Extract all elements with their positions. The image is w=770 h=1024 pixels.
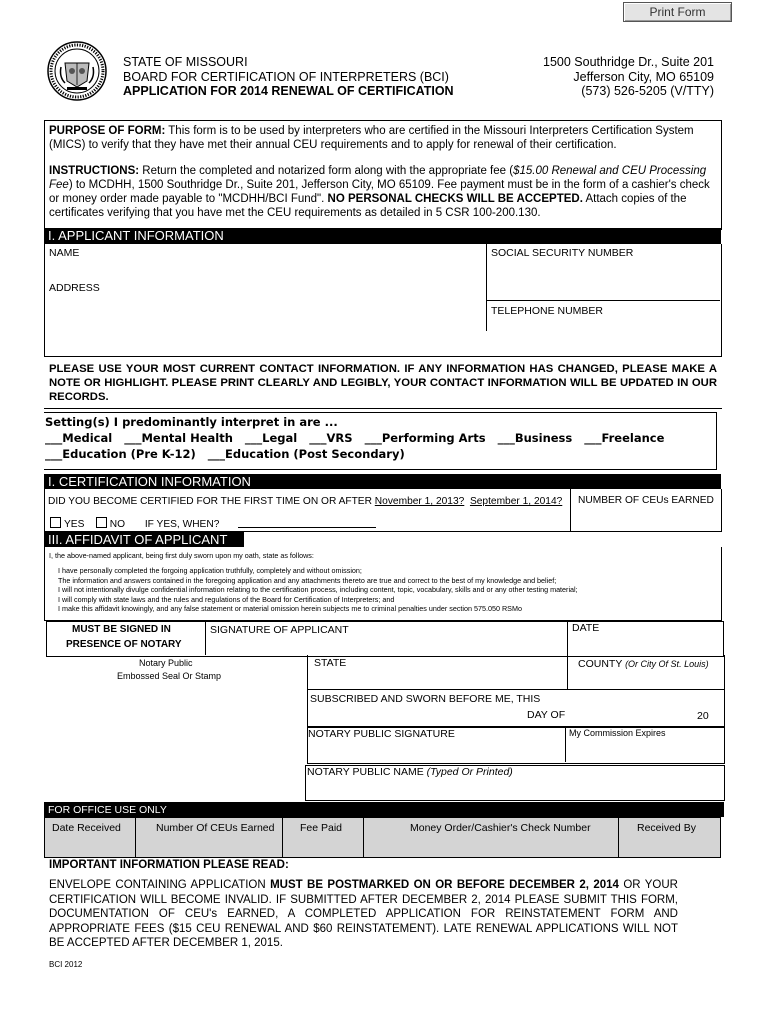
notary-signature-label: NOTARY PUBLIC SIGNATURE xyxy=(308,728,455,740)
date-option-2[interactable]: September 1, 2014? xyxy=(469,496,563,507)
office-col-fee: Fee Paid xyxy=(300,822,343,834)
office-col-divider xyxy=(282,817,283,857)
print-form-button[interactable]: Print Form xyxy=(623,2,732,22)
signature-field[interactable] xyxy=(210,637,565,653)
when-field[interactable] xyxy=(238,527,376,528)
yes-label: YES xyxy=(64,519,85,530)
date-field[interactable] xyxy=(572,636,720,653)
header-right xyxy=(543,55,714,99)
header-state: STATE OF MISSOURI xyxy=(123,55,248,69)
section-certification-header xyxy=(44,474,721,489)
setting-performing-arts[interactable]: Performing Arts xyxy=(381,431,486,445)
affidavit-line: I will not intentionally divulge confidential information relating to the certification process, including content, topic, vocabulary, skills and or any other testing material; xyxy=(58,585,578,594)
office-col-divider xyxy=(618,817,619,857)
office-use-header xyxy=(44,802,724,817)
commission-label: My Commission Expires xyxy=(569,728,666,738)
notary-name-text: NOTARY PUBLIC NAME xyxy=(307,766,427,778)
county-label xyxy=(578,658,709,670)
affidavit-line: I will comply with state laws and the rules and regulations of the Board for Certification of Interpreters; and xyxy=(58,594,395,604)
notary-public-label: Notary Public xyxy=(139,658,193,668)
office-use-title: FOR OFFICE USE ONLY xyxy=(48,804,167,816)
affidavit-statements xyxy=(58,566,718,614)
form-title: APPLICATION FOR 2014 RENEWAL OF CERTIFICATION xyxy=(123,84,454,98)
setting-vrs[interactable]: VRS xyxy=(326,431,353,445)
address-line-1: 1500 Southridge Dr., Suite 201 xyxy=(543,55,714,69)
instructions-part-2: ) to MCDHH, 1500 Southridge Dr., Suite 201, Jefferson City, MO 65109. Fee payment must be in the form of a cashier's check or money order made payable to "MCDHH/BCI Fund". xyxy=(49,179,710,205)
office-col-divider xyxy=(363,817,364,857)
settings-row-2: ___Education (Pre K-12) ___Education (Post Secondary) xyxy=(45,447,405,461)
date-option-1[interactable]: November 1, 2013? xyxy=(374,496,465,507)
day-of-label: DAY OF xyxy=(527,709,566,721)
affidavit-line: I make this affidavit knowingly, and any false statement or material omission herein subjects me to criminal penalties under section 575.050 RSMo xyxy=(58,604,522,613)
applicant-bottom-rule xyxy=(44,356,722,357)
important-heading: IMPORTANT INFORMATION PLEASE READ: xyxy=(49,859,289,871)
instructions-part-1: Return the completed and notarized form along with the appropriate fee ( xyxy=(139,165,514,177)
contact-notice: PLEASE USE YOUR MOST CURRENT CONTACT INFORMATION. IF ANY INFORMATION HAS CHANGED, PLEASE MAKE A NOTE OR HIGHLIGHT. PLEASE PRINT CLEARLY AND LEGIBLY, YOUR CONTACT INFORMATION WILL BE UPDATED IN OUR RECORDS. xyxy=(49,363,717,403)
state-county-divider xyxy=(567,655,568,689)
yes-no-row xyxy=(50,517,219,530)
settings-heading: Setting(s) I predominantly interpret in are ... xyxy=(45,415,338,429)
office-col-divider xyxy=(135,817,136,857)
certified-question xyxy=(48,496,562,507)
address-line-2: Jefferson City, MO 65109 xyxy=(573,69,714,84)
settings-row-1: ___Medical ___Mental Health ___Legal ___VRS ___Performing Arts ___Business ___Freelance xyxy=(45,431,665,445)
section-affidavit-title: III. AFFIDAVIT OF APPLICANT xyxy=(48,532,228,547)
notary-name-note: (Typed Or Printed) xyxy=(426,766,513,778)
purpose-body: This form is to be used by interpreters who are certified in the Missouri Interpreters Certification System (MICS) to verify that they have met their annual CEU requirements and to apply for renewal of their certification. xyxy=(49,125,694,151)
setting-mental-health[interactable]: Mental Health xyxy=(141,431,233,445)
instructions-label: INSTRUCTIONS: xyxy=(49,165,140,177)
important-part-2: OR YOUR CERTIFICATION WILL BECOME INVALID. IF SUBMITTED AFTER DECEMBER 2, 2014 PLEASE SUBMIT THIS FORM, DOCUMENTATION OF CEU's EARNED, A COMPLETED APPLICATION FOR REINSTATEMENT FORM AND APPROPRIATE FEES ($15 CEU RENEWAL AND $60 REINSTATEMENT). LATE RENEWAL APPLICATIONS WILL NOT BE ACCEPTED AFTER DECEMBER 1, 2015. xyxy=(49,879,678,949)
phone-label: TELEPHONE NUMBER xyxy=(491,305,604,317)
setting-legal[interactable]: Legal xyxy=(262,431,298,445)
yes-checkbox[interactable] xyxy=(50,517,61,528)
header-left xyxy=(123,55,454,99)
office-col-money-order: Money Order/Cashier's Check Number xyxy=(410,822,591,834)
setting-business[interactable]: Business xyxy=(514,431,573,445)
affidavit-line: I have personally completed the forgoing application truthfully, completely and without omission; xyxy=(58,566,362,575)
name-label: NAME xyxy=(49,247,80,259)
missouri-seal-icon xyxy=(47,41,107,101)
setting-education-post[interactable]: Education (Post Secondary) xyxy=(225,447,405,461)
header-board: BOARD FOR CERTIFICATION OF INTERPRETERS (BCI) xyxy=(123,69,449,84)
office-col-date-received: Date Received xyxy=(52,822,121,834)
year-label: 20 xyxy=(697,710,709,722)
setting-medical[interactable]: Medical xyxy=(62,431,113,445)
affidavit-line: The information and answers contained in the foregoing application and any attachments thereto are true and correct to the best of my knowledge and belief; xyxy=(58,575,557,585)
instructions-fee: $15.00 Renewal and CEU Processing Fee xyxy=(49,165,707,191)
sig-divider-1 xyxy=(205,621,206,655)
important-part-1: ENVELOPE CONTAINING APPLICATION xyxy=(49,879,271,891)
county-note: (Or City Of St. Louis) xyxy=(625,659,709,669)
notary-name-label xyxy=(307,766,513,778)
ssn-divider xyxy=(486,300,720,301)
no-checkbox[interactable] xyxy=(96,517,107,528)
office-col-ceus: Number Of CEUs Earned xyxy=(156,822,275,834)
purpose-text xyxy=(49,124,717,152)
section-certification-title: I. CERTIFICATION INFORMATION xyxy=(48,474,251,489)
office-use-table xyxy=(44,817,721,858)
office-col-received-by: Received By xyxy=(637,822,696,834)
section-applicant-header xyxy=(44,228,721,244)
instructions-no-checks: NO PERSONAL CHECKS WILL BE ACCEPTED. xyxy=(327,193,583,205)
ceus-divider xyxy=(570,489,571,531)
no-label: NO xyxy=(109,519,125,530)
sig-divider-2 xyxy=(567,621,568,655)
section-applicant-title: I. APPLICANT INFORMATION xyxy=(48,228,224,243)
affidavit-intro: I, the above-named applicant, being first duly sworn upon my oath, state as follows: xyxy=(49,551,314,560)
purpose-label: PURPOSE OF FORM: xyxy=(49,125,166,137)
sworn-label: SUBSCRIBED AND SWORN BEFORE ME, THIS xyxy=(310,693,541,705)
form-code: BCI 2012 xyxy=(49,960,83,969)
ssn-label: SOCIAL SECURITY NUMBER xyxy=(491,247,634,259)
setting-education-k12[interactable]: Education (Pre K-12) xyxy=(62,447,196,461)
address-label: ADDRESS xyxy=(49,282,100,294)
when-label: IF YES, WHEN? xyxy=(144,519,220,530)
county-text: COUNTY xyxy=(578,658,626,670)
section-affidavit-header xyxy=(44,532,244,547)
date-label: DATE xyxy=(572,622,600,634)
applicant-divider xyxy=(486,244,487,331)
notice-bottom-rule xyxy=(44,408,722,409)
must-sign-label: MUST BE SIGNED IN xyxy=(72,624,171,635)
signature-label: SIGNATURE OF APPLICANT xyxy=(210,624,349,636)
ceus-label: NUMBER OF CEUs EARNED xyxy=(578,495,714,506)
embossed-seal-label: Embossed Seal Or Stamp xyxy=(117,671,222,681)
state-label: STATE xyxy=(314,657,347,669)
instructions-text xyxy=(49,164,717,220)
notary-sig-divider xyxy=(565,726,566,762)
presence-notary-label: PRESENCE OF NOTARY xyxy=(66,639,182,650)
instructions-part-3: Attach copies of the certificates verifying that you have met the CEU requirements as detailed in 5 CSR 100-200.130. xyxy=(49,193,687,219)
important-text xyxy=(49,878,678,951)
important-deadline: MUST BE POSTMARKED ON OR BEFORE DECEMBER 2, 2014 xyxy=(270,879,619,891)
address-phone: (573) 526-5205 (V/TTY) xyxy=(581,84,714,98)
certified-question-text: DID YOU BECOME CERTIFIED FOR THE FIRST TIME ON OR AFTER xyxy=(48,496,375,507)
setting-freelance[interactable]: Freelance xyxy=(601,431,665,445)
